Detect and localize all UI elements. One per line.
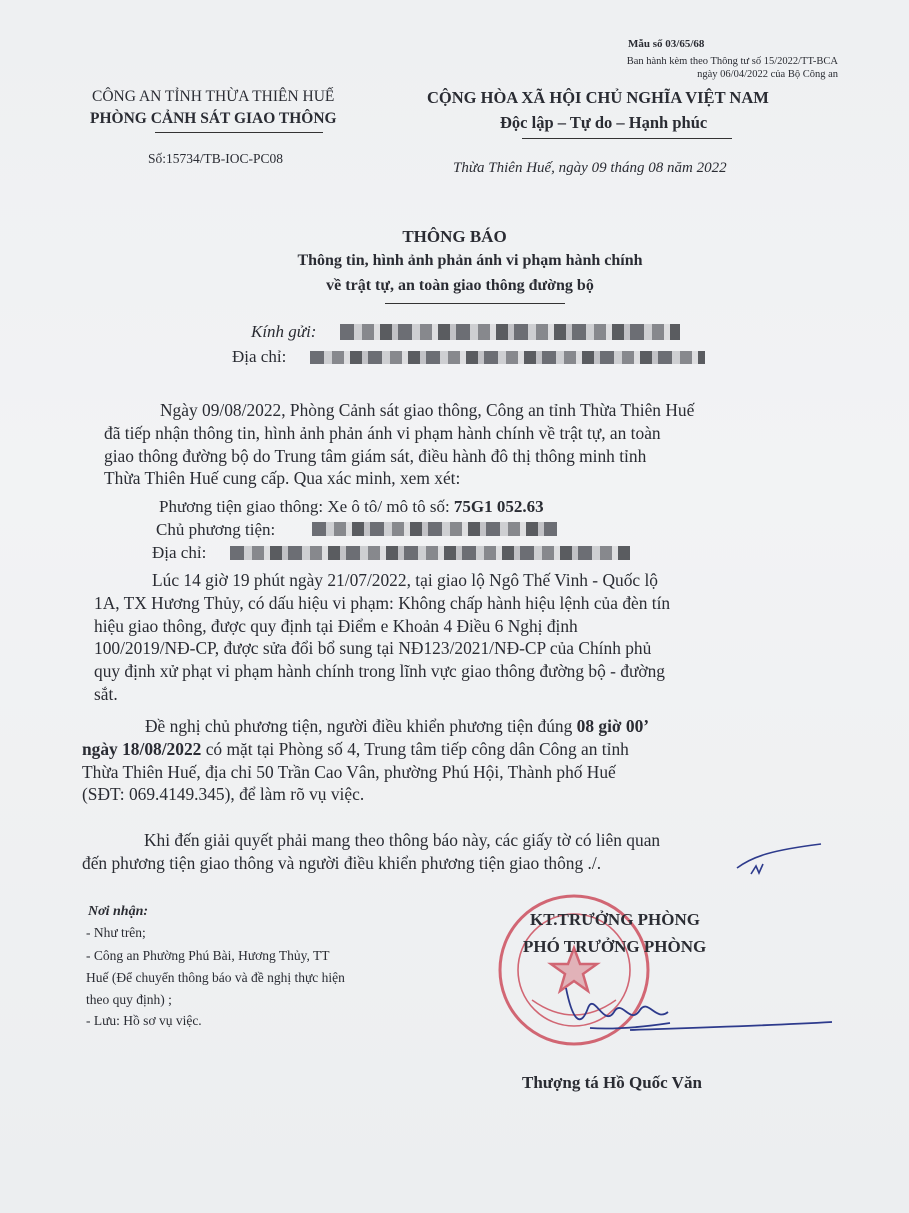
paragraph-received [104, 399, 834, 490]
recipient-item: Huế (Để chuyển thông báo và đề nghị thực hiện [86, 970, 345, 985]
appointment-date: ngày 18/08/2022 [82, 738, 202, 759]
handwritten-signature [560, 968, 840, 1048]
paragraph-line: hiệu giao thông, được quy định tại Điểm e Khoản 4 Điều 6 Nghị định [94, 615, 578, 636]
paragraph-line: Ngày 09/08/2022, Phòng Cảnh sát giao thông, Công an tỉnh Thừa Thiên Huế [160, 400, 695, 420]
document-number: Số:15734/TB-IOC-PC08 [148, 151, 284, 166]
paragraph-line: Khi đến giải quyết phải mang theo thông báo này, các giấy tờ có liên quan [144, 830, 661, 850]
recipient-item: theo quy định) ; [86, 992, 172, 1007]
agency-underline [155, 132, 323, 133]
paragraph-line: đã tiếp nhận thông tin, hình ảnh phản ánh vi phạm hành chính về trật tự, an toàn [104, 422, 661, 443]
vehicle-plate: 75G1 052.63 [453, 497, 544, 516]
recipients-heading: Nơi nhận: [88, 904, 149, 919]
recipient-item: - Như trên; [86, 925, 146, 940]
redacted-address [310, 351, 705, 364]
request-text: có mặt tại Phòng số 4, Trung tâm tiếp công dân Công an tỉnh [201, 738, 629, 759]
form-issued-note [528, 55, 838, 81]
document-subtitle-1: Thông tin, hình ảnh phản ánh vi phạm hành chính [297, 252, 643, 269]
signature-authority-1: KT.TRƯỞNG PHÒNG [530, 910, 700, 929]
agency-name: PHÒNG CẢNH SÁT GIAO THÔNG [90, 110, 337, 127]
owner-label: Chủ phương tiện: [156, 520, 276, 539]
paragraph-violation [94, 569, 844, 706]
request-line-2 [82, 738, 852, 761]
form-number: Mẫu số 03/65/68 [628, 38, 705, 50]
paragraph-line: 1A, TX Hương Thủy, có dấu hiệu vi phạm: Không chấp hành hiệu lệnh của đèn tín [94, 592, 671, 613]
place-date: Thừa Thiên Huế, ngày 09 tháng 08 năm 2022 [453, 160, 727, 176]
redacted-addressee [340, 324, 680, 340]
paragraph-request [82, 715, 852, 806]
vehicle-line [159, 497, 544, 517]
addressee-address-label: Địa chỉ: [232, 347, 287, 366]
form-issued-line-2: ngày 06/04/2022 của Bộ Công an [697, 69, 838, 80]
paragraph-line: quy định xử phạt vi phạm hành chính trong lĩnh vực giao thông đường bộ - đường [94, 661, 665, 682]
national-title: CỘNG HÒA XÃ HỘI CHỦ NGHĨA VIỆT NAM [427, 88, 769, 107]
handwritten-mark [733, 838, 828, 878]
document-subtitle-2: về trật tự, an toàn giao thông đường bộ [326, 277, 594, 294]
paragraph-line: Lúc 14 giờ 19 phút ngày 21/07/2022, tại giao lộ Ngô Thế Vinh - Quốc lộ [152, 570, 658, 590]
title-underline [385, 303, 565, 304]
recipient-item: - Lưu: Hồ sơ vụ việc. [86, 1013, 202, 1028]
signer-name: Thượng tá Hồ Quốc Văn [522, 1073, 702, 1092]
document-title: THÔNG BÁO [402, 227, 507, 246]
signature-authority-2: PHÓ TRƯỞNG PHÒNG [523, 937, 707, 956]
request-line-1 [82, 715, 852, 738]
agency-parent: CÔNG AN TỈNH THỪA THIÊN HUẾ [92, 88, 335, 105]
paragraph-line: sắt. [94, 683, 118, 704]
paragraph-line: đến phương tiện giao thông và người điều khiển phương tiện giao thông ./. [82, 852, 602, 873]
request-text: Đề nghị chủ phương tiện, người điều khiển phương tiện đúng [145, 716, 577, 736]
paragraph-line: giao thông đường bộ do Trung tâm giám sát, điều hành đô thị thông minh tỉnh [104, 445, 647, 466]
motto-underline [522, 138, 732, 139]
paragraph-line: Thừa Thiên Huế, địa chỉ 50 Trần Cao Vân, phường Phú Hội, Thành phố Huế [82, 761, 616, 782]
recipient-item: - Công an Phường Phú Bài, Hương Thủy, TT [86, 948, 330, 963]
paragraph-line: Thừa Thiên Huế cung cấp. Qua xác minh, xem xét: [104, 468, 461, 489]
paragraph-line: (SĐT: 069.4149.345), để làm rõ vụ việc. [82, 784, 365, 805]
vehicle-label: Phương tiện giao thông: Xe ô tô/ mô tô số: [159, 497, 454, 516]
appointment-time: 08 giờ 00’ [576, 716, 650, 736]
redacted-owner [312, 522, 557, 536]
redacted-owner-address [230, 546, 630, 560]
owner-address-label: Địa chỉ: [152, 543, 207, 562]
addressee-label: Kính gửi: [251, 322, 317, 341]
national-motto: Độc lập – Tự do – Hạnh phúc [500, 113, 708, 132]
form-issued-line-1: Ban hành kèm theo Thông tư số 15/2022/TT-BCA [626, 56, 838, 67]
paragraph-line: 100/2019/NĐ-CP, được sửa đổi bổ sung tại NĐ123/2021/NĐ-CP của Chính phủ [94, 638, 652, 659]
